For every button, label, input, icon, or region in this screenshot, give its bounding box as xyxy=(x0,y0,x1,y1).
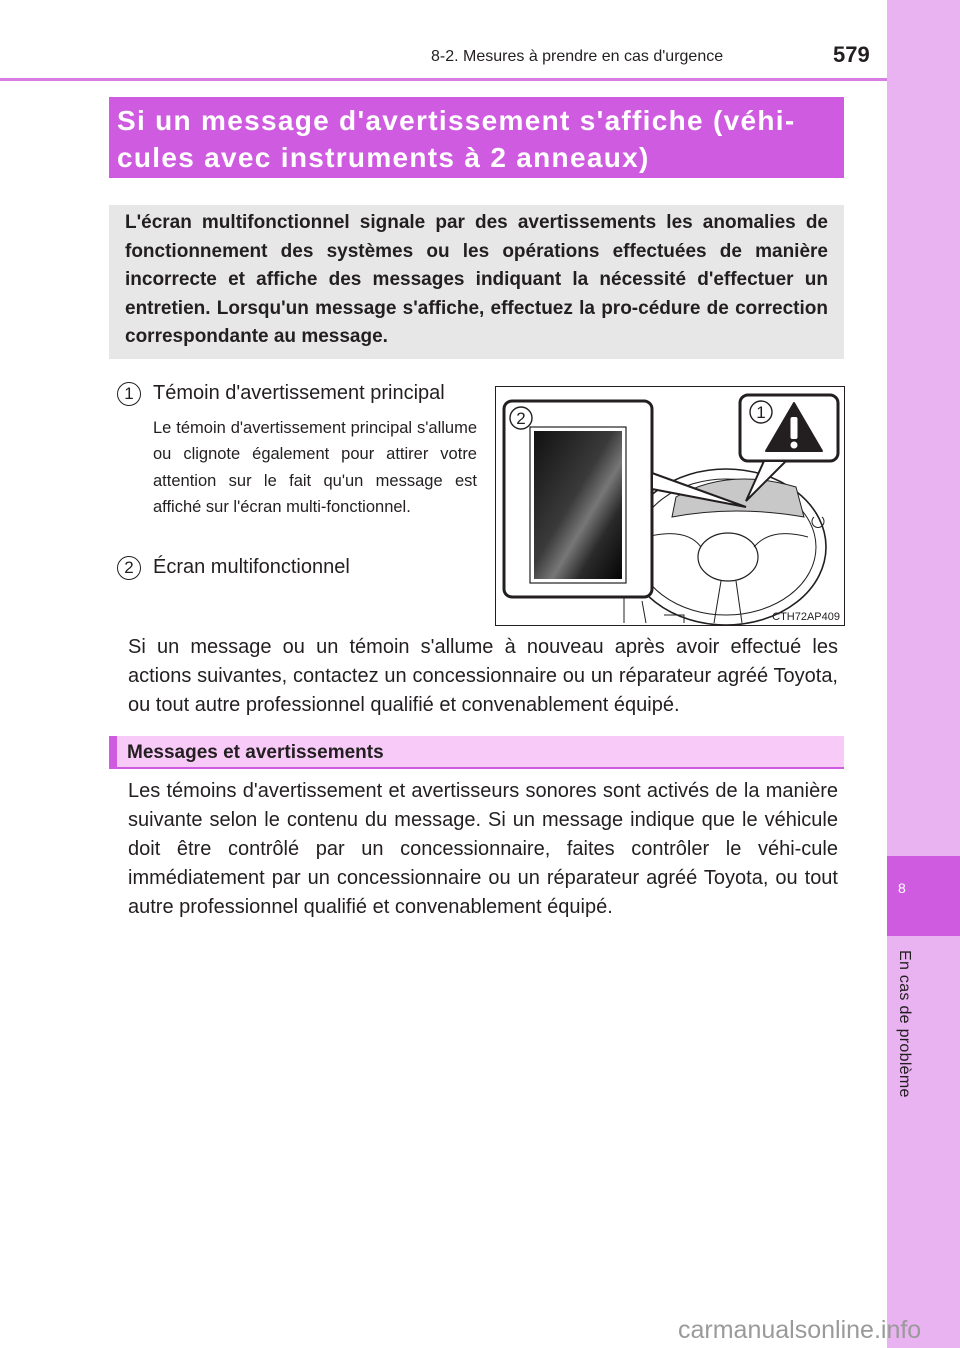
chapter-sidebar xyxy=(887,0,960,1348)
subsection-title: Messages et avertissements xyxy=(127,742,384,763)
subsection-text: Les témoins d'avertissement et avertisseurs sonores sont activés de la manière suivante selon le contenu du message. Si un message indique que le véhicule doit être contrôlé par un concessionnaire, faites contrôler le véhi-cule immédiatement par un concessionnaire ou un réparateur agréé Toyota, ou tout autre professionnel qualifié et convenablement équipé. xyxy=(128,780,838,918)
page-title-box xyxy=(109,97,844,178)
dashboard-illustration xyxy=(495,386,845,626)
item-title-1: Témoin d'avertissement principal xyxy=(153,382,445,404)
item-number-1: 1 xyxy=(117,382,141,406)
item-title-2: Écran multifonctionnel xyxy=(153,556,350,578)
chapter-tab[interactable] xyxy=(887,856,960,936)
subsection-heading xyxy=(109,736,844,769)
chapter-title: En cas de problème xyxy=(896,950,913,1098)
watermark: carmanualsonline.info xyxy=(678,1316,922,1344)
item-number-2: 2 xyxy=(117,556,141,580)
item-description-1: Le témoin d'avertissement principal s'allume ou clignote également pour attirer votre attention sur le fait qu'un message est affiché sur l'écran multi-fonctionnel. xyxy=(153,419,477,516)
figure-callout-1: 1 xyxy=(756,403,766,422)
header-divider xyxy=(0,78,887,81)
figure-callout-2: 2 xyxy=(516,409,526,428)
dashboard-drawing xyxy=(496,387,844,625)
subsection-heading-bar xyxy=(109,736,117,769)
paragraph-after-figure: Si un message ou un témoin s'allume à nouveau après avoir effectué les actions suivantes, contactez un concessionnaire ou un réparateur agréé Toyota, ou tout autre professionnel qualifié et convenablement équipé. xyxy=(128,636,838,716)
intro-box xyxy=(109,205,844,359)
section-label: 8-2. Mesures à prendre en cas d'urgence xyxy=(431,48,724,65)
page-number: 579 xyxy=(833,42,870,67)
figure-code: CTH72AP409 xyxy=(772,611,840,623)
intro-text: L'écran multifonctionnel signale par des avertissements les anomalies de fonctionnement des systèmes ou les opérations effectuées de manière incorrecte et affiche des messages indiquant la nécessité d'effectuer un entretien. Lorsqu'un message s'affiche, effectuez la pro-cédure de correction correspondante au message. xyxy=(125,212,828,348)
page-title: Si un message d'avertissement s'affiche (véhi-cules avec instruments à 2 anneaux) xyxy=(117,105,796,173)
chapter-number: 8 xyxy=(898,880,906,896)
